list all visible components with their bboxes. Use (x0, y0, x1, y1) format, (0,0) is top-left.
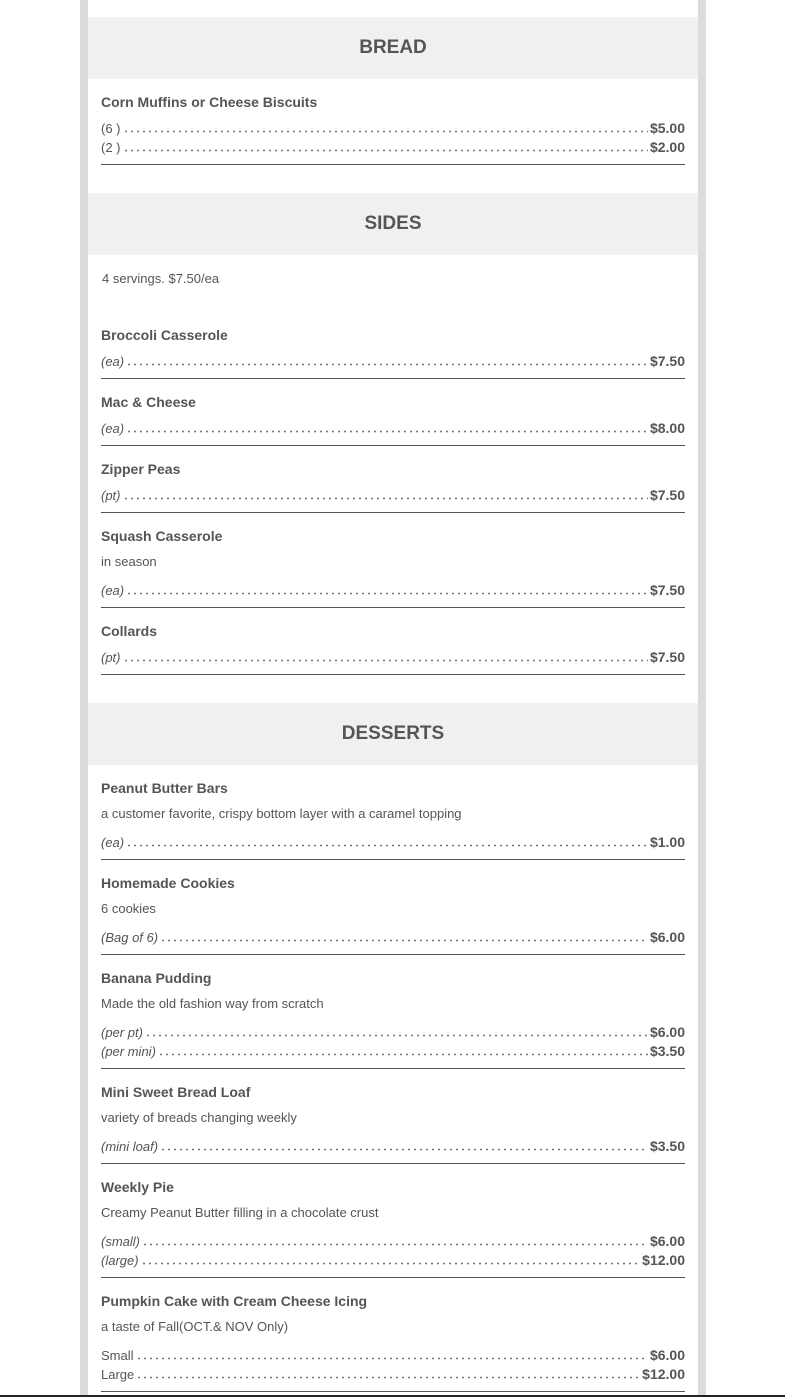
price-row (101, 484, 685, 503)
price-label: (small) (101, 1234, 140, 1249)
dot-leader (126, 354, 648, 366)
dot-leader (141, 1253, 641, 1265)
menu-item (101, 312, 685, 379)
dot-leader (136, 1348, 648, 1360)
menu-item (101, 446, 685, 513)
price-label: (pt) (101, 488, 121, 503)
price-label: (6 ) (101, 121, 121, 136)
dot-leader (126, 421, 648, 433)
price-list (101, 417, 685, 436)
price-row (101, 417, 685, 436)
menu-panel (88, 0, 698, 1395)
item-name: Homemade Cookies (101, 875, 235, 891)
dot-leader (126, 583, 648, 595)
item-name: Squash Casserole (101, 528, 223, 544)
price-row (101, 1135, 685, 1154)
price-list (101, 117, 685, 155)
price-label: (pt) (101, 650, 121, 665)
price-list (101, 1135, 685, 1154)
price-value: $6.00 (649, 1347, 685, 1363)
item-name: Banana Pudding (101, 970, 212, 986)
item-name: Collards (101, 623, 158, 639)
price-list (101, 1344, 685, 1382)
price-row (101, 1040, 685, 1059)
price-value: $3.50 (649, 1043, 685, 1059)
dot-leader (160, 930, 648, 942)
item-description: Creamy Peanut Butter filling in a chocolate crust (101, 1205, 379, 1220)
price-label: (ea) (101, 583, 125, 598)
price-list (101, 926, 685, 945)
item-name: Weekly Pie (101, 1179, 174, 1195)
price-value: $7.50 (649, 353, 685, 369)
price-row (101, 1249, 685, 1268)
price-value: $7.50 (649, 582, 685, 598)
price-row (101, 350, 685, 369)
price-list (101, 484, 685, 503)
price-list (101, 831, 685, 850)
price-row (101, 117, 685, 136)
price-label: (2 ) (101, 140, 121, 155)
item-name: Broccoli Casserole (101, 327, 228, 343)
section-intro: 4 servings. $7.50/ea (102, 271, 220, 286)
price-row (101, 1363, 685, 1382)
price-row (101, 1021, 685, 1040)
price-list (101, 1021, 685, 1059)
dot-leader (123, 488, 648, 500)
section-heading: DESSERTS (88, 703, 698, 765)
menu-section-desserts (88, 703, 698, 1392)
price-label: (ea) (101, 354, 125, 369)
menu-item (101, 513, 685, 608)
price-value: $7.50 (649, 487, 685, 503)
menu-item (101, 955, 685, 1069)
dot-leader (123, 140, 648, 152)
item-name: Zipper Peas (101, 461, 181, 477)
price-list (101, 350, 685, 369)
price-label: (ea) (101, 835, 125, 850)
price-value: $5.00 (649, 120, 685, 136)
price-value: $8.00 (649, 420, 685, 436)
dot-leader (158, 1044, 648, 1056)
section-heading: SIDES (88, 193, 698, 255)
price-label: (ea) (101, 421, 125, 436)
item-name: Corn Muffins or Cheese Biscuits (101, 94, 318, 110)
item-description: 6 cookies (101, 901, 156, 916)
item-description: a taste of Fall(OCT.& NOV Only) (101, 1319, 289, 1334)
item-description: in season (101, 554, 157, 569)
price-row (101, 831, 685, 850)
price-row (101, 926, 685, 945)
menu-item (101, 79, 685, 165)
dot-leader (145, 1025, 648, 1037)
dot-leader (136, 1367, 640, 1379)
menu-frame (80, 0, 706, 1395)
menu-section-sides (88, 193, 698, 675)
price-value: $3.50 (649, 1138, 685, 1154)
item-description: a customer favorite, crispy bottom layer with a caramel topping (101, 806, 462, 821)
price-list (101, 646, 685, 665)
price-label: (per mini) (101, 1044, 156, 1059)
price-row (101, 1230, 685, 1249)
price-label: Small (101, 1348, 134, 1363)
menu-item (101, 1164, 685, 1278)
price-list (101, 579, 685, 598)
price-list (101, 1230, 685, 1268)
price-row (101, 136, 685, 155)
menu-item (101, 860, 685, 955)
price-value: $2.00 (649, 139, 685, 155)
price-value: $12.00 (642, 1252, 685, 1268)
price-row (101, 646, 685, 665)
price-value: $6.00 (649, 929, 685, 945)
price-value: $12.00 (642, 1366, 685, 1382)
price-row (101, 579, 685, 598)
price-label: (mini loaf) (101, 1139, 159, 1154)
menu-item (101, 379, 685, 446)
menu-item (101, 1069, 685, 1164)
dot-leader (123, 121, 648, 133)
item-description: variety of breads changing weekly (101, 1110, 297, 1125)
menu-item (101, 765, 685, 860)
price-label: Large (101, 1367, 135, 1382)
dot-leader (142, 1234, 648, 1246)
item-name: Pumpkin Cake with Cream Cheese Icing (101, 1293, 368, 1309)
dot-leader (123, 650, 648, 662)
price-label: (per pt) (101, 1025, 143, 1040)
dot-leader (160, 1139, 648, 1151)
price-value: $6.00 (649, 1024, 685, 1040)
price-value: $7.50 (649, 649, 685, 665)
price-value: $1.00 (649, 834, 685, 850)
item-description: Made the old fashion way from scratch (101, 996, 324, 1011)
menu-item (101, 1278, 685, 1392)
price-label: (large) (101, 1253, 139, 1268)
dot-leader (126, 835, 648, 847)
menu-section-bread (88, 17, 698, 165)
price-value: $6.00 (649, 1233, 685, 1249)
item-name: Mini Sweet Bread Loaf (101, 1084, 251, 1100)
price-label: (Bag of 6) (101, 930, 159, 945)
item-name: Peanut Butter Bars (101, 780, 228, 796)
price-row (101, 1344, 685, 1363)
menu-item (101, 608, 685, 675)
section-heading: BREAD (88, 17, 698, 79)
item-name: Mac & Cheese (101, 394, 196, 410)
